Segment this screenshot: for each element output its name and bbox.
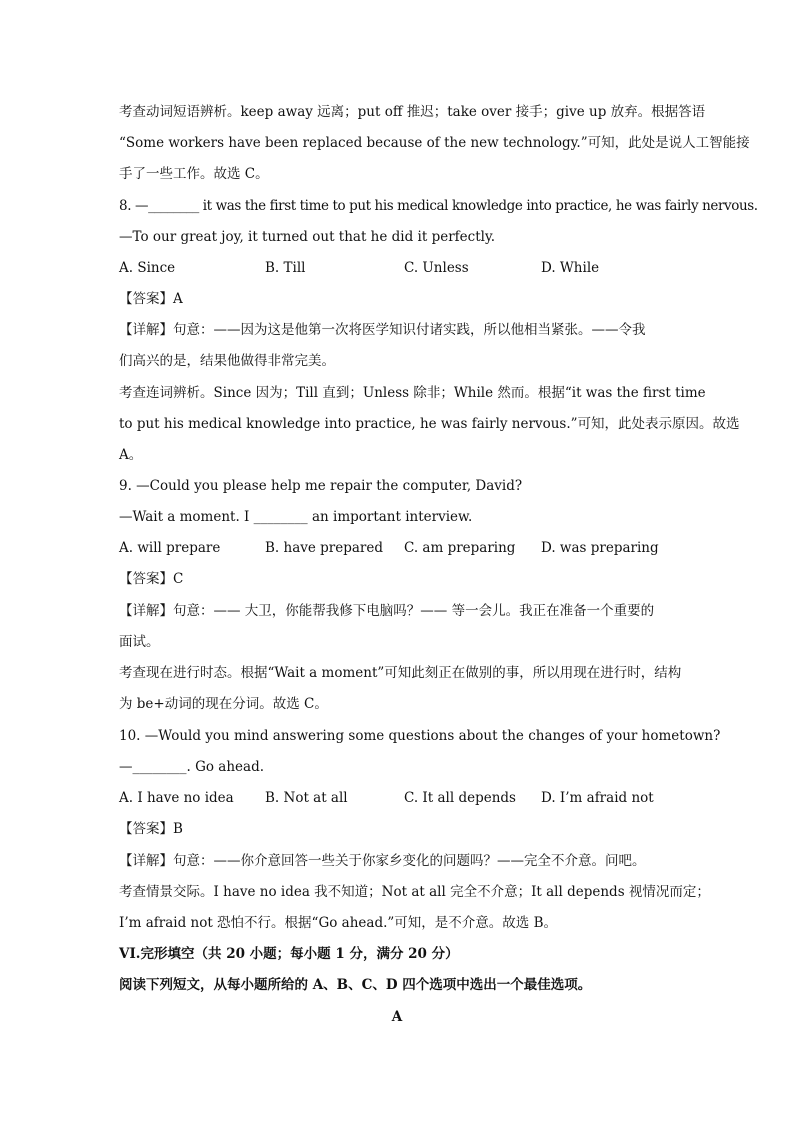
q10-reply: —________. Go ahead. [119, 759, 264, 775]
q9-detail-line-3: 考查现在进行时态。根据“Wait a moment”可知此刻正在做别的事，所以用现在进行时，结构 [119, 665, 682, 681]
q8-option-b: B. Till [265, 260, 306, 276]
q8-stem: 8. —________ it was the first time to put his medical knowledge into practice, he was fairly nervous. [119, 198, 758, 214]
section-instruction: 阅读下列短文，从每小题所给的 A、B、C、D 四个选项中选出一个最佳选项。 [119, 977, 592, 993]
q7-explanation-line-3: 手了一些工作。故选 C。 [119, 166, 269, 182]
q10-detail-line-2: 考查情景交际。I have no idea 我不知道；Not at all 完全不介意；It all depends 视情况而定； [119, 884, 710, 900]
passage-label: A [391, 1009, 403, 1025]
q9-detail-line-1: 【详解】句意：—— 大卫，你能帮我修下电脑吗？—— 等一会儿。我正在准备一个重要的 [119, 603, 655, 619]
q9-detail-line-2: 面试。 [119, 634, 160, 650]
q10-detail-line-1: 【详解】句意：——你介意回答一些关于你家乡变化的问题吗？——完全不介意。问吧。 [119, 853, 646, 869]
q9-option-b: B. have prepared [265, 540, 384, 556]
q8-detail-line-4: to put his medical knowledge into practice, he was fairly nervous.”可知，此处表示原因。故选 [119, 416, 740, 432]
section-title: VI.完形填空（共 20 小题；每小题 1 分，满分 20 分） [119, 946, 459, 962]
q8-option-a: A. Since [119, 260, 176, 276]
q8-option-c: C. Unless [404, 260, 469, 276]
q10-option-d: D. I’m afraid not [541, 790, 654, 806]
q9-stem: 9. —Could you please help me repair the computer, David? [119, 478, 523, 494]
q10-detail-line-3: I’m afraid not 恐怕不行。根据“Go ahead.”可知，是不介意。故选 B。 [119, 915, 557, 931]
q7-explanation-line-1: 考查动词短语辨析。keep away 远离；put off 推迟；take over 接手；give up 放弃。根据答语 [119, 104, 706, 120]
q8-detail-line-1: 【详解】句意：——因为这是他第一次将医学知识付诸实践，所以他相当紧张。——令我 [119, 322, 646, 338]
q10-option-b: B. Not at all [265, 790, 348, 806]
q7-explanation-line-2: “Some workers have been replaced because of the new technology.”可知，此处是说人工智能接 [119, 135, 750, 151]
q10-option-a: A. I have no idea [119, 790, 234, 806]
q9-option-d: D. was preparing [541, 540, 659, 556]
q9-answer: 【答案】C [119, 571, 184, 587]
q9-option-a: A. will prepare [119, 540, 221, 556]
q8-answer: 【答案】A [119, 291, 183, 307]
q10-answer: 【答案】B [119, 821, 183, 837]
q10-stem: 10. —Would you mind answering some questions about the changes of your hometown? [119, 728, 721, 744]
q8-detail-line-5: A。 [119, 447, 143, 463]
q8-reply: —To our great joy, it turned out that he did it perfectly. [119, 229, 496, 245]
q9-option-c: C. am preparing [404, 540, 516, 556]
q9-detail-line-4: 为 be+动词的现在分词。故选 C。 [119, 696, 328, 712]
q10-option-c: C. It all depends [404, 790, 516, 806]
q8-detail-line-3: 考查连词辨析。Since 因为；Till 直到；Unless 除非；While 然而。根据“it was the first time [119, 385, 706, 401]
q8-option-d: D. While [541, 260, 600, 276]
q8-detail-line-2: 们高兴的是，结果他做得非常完美。 [119, 353, 335, 369]
q9-reply: —Wait a moment. I ________ an important interview. [119, 509, 473, 525]
